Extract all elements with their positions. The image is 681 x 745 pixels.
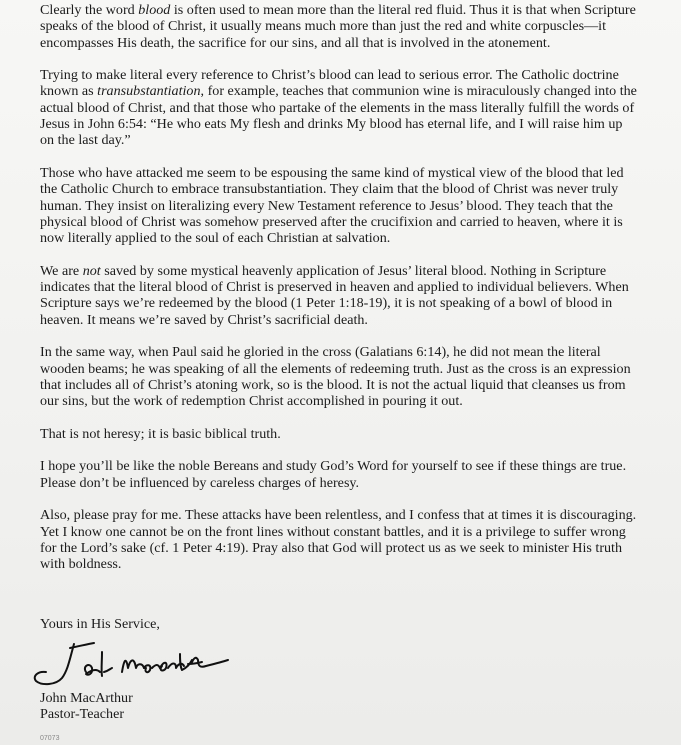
paragraph-6: That is not heresy; it is basic biblical truth. xyxy=(40,425,281,442)
paragraph-4 xyxy=(40,263,640,328)
paragraph-5: In the same way, when Paul said he gloried in the cross (Galatians 6:14), he did not mean the literal wooden beams; he was speaking of all the elements of redeeming truth. Just as the cross is an expression that includes all of Christ’s atoning work, so is the blood. It is not the actual liquid that cleanses us from our sins, but the work of redemption Christ accomplished in pouring it out. xyxy=(40,344,631,410)
paragraph-1 xyxy=(40,2,640,51)
paragraph-7: I hope you’ll be like the noble Bereans and study God’s Word for yourself to see if these things are true. Please don’t be influenced by careless charges of heresy. xyxy=(40,458,627,491)
paragraph-1-text-a: Clearly the word xyxy=(40,2,139,18)
letter-body xyxy=(40,2,640,589)
paragraph-4-text-a: We are xyxy=(40,262,83,279)
signer-block xyxy=(40,690,133,723)
signer-title: Pastor-Teacher xyxy=(40,706,125,723)
closing-line: Yours in His Service, xyxy=(40,616,160,632)
paragraph-4-text-b: saved by some mystical heavenly application of Jesus’ literal blood. Nothing in Scripture indicates that the literal blood of Christ is preserved in heaven and applied to individual believers. When Scripture says we’re redeemed by the blood (1 Peter 1:18-19), it is not speaking of a bowl of blood in heaven. It means we’re saved by Christ’s sacrificial death. xyxy=(40,262,629,328)
paragraph-1-text-b: is often used to mean more than the literal red fluid. Thus it is that when Scripture speaks of the blood of Christ, it usually means much more than just the red and white corpuscles—it encompasses His death, the sacrifice for our sins, and all that is involved in the atonement. xyxy=(40,2,636,51)
paragraph-1-emphasis: blood xyxy=(138,2,171,18)
signer-name: John MacArthur xyxy=(40,690,133,706)
handwritten-signature xyxy=(30,638,230,690)
paragraph-3: Those who have attacked me seem to be espousing the same kind of mystical view of the blood that led the Catholic Church to embrace transubstantiation. They claim that the blood of Christ was never truly human. They insist on literalizing every New Testament reference to Jesus’ blood. They teach that the physical blood of Christ was somehow preserved after the crucifixion and carried to heaven, where it is now literally applied to the soul of each Christian at salvation. xyxy=(40,164,624,247)
paragraph-2-text-a: Trying to make literal every reference to Christ’s blood can lead to serious error. The Catholic doctrine known as xyxy=(40,67,619,100)
footer-code: 07073 xyxy=(40,735,60,741)
paragraph-2 xyxy=(40,67,640,148)
paragraph-2-emphasis: transubstantiation xyxy=(97,83,201,100)
paragraph-4-emphasis: not xyxy=(82,262,101,279)
paragraph-2-text-b: , for example, teaches that communion wine is miraculously changed into the actual blood of Christ, and that those who partake of the elements in the mass literally fulfill the words of Jesus in John 6:54: “He who eats My flesh and drinks My blood has eternal life, and I will raise him up on the last day.” xyxy=(40,83,637,149)
paragraph-8: Also, please pray for me. These attacks have been relentless, and I confess that at times it is discouraging. Yet I know one cannot be on the front lines without constant battles, and it is a privilege to suffer wrong for the Lord’s sake (cf. 1 Peter 4:19). Pray also that God will protect us as we seek to minister His truth with boldness. xyxy=(40,507,637,573)
